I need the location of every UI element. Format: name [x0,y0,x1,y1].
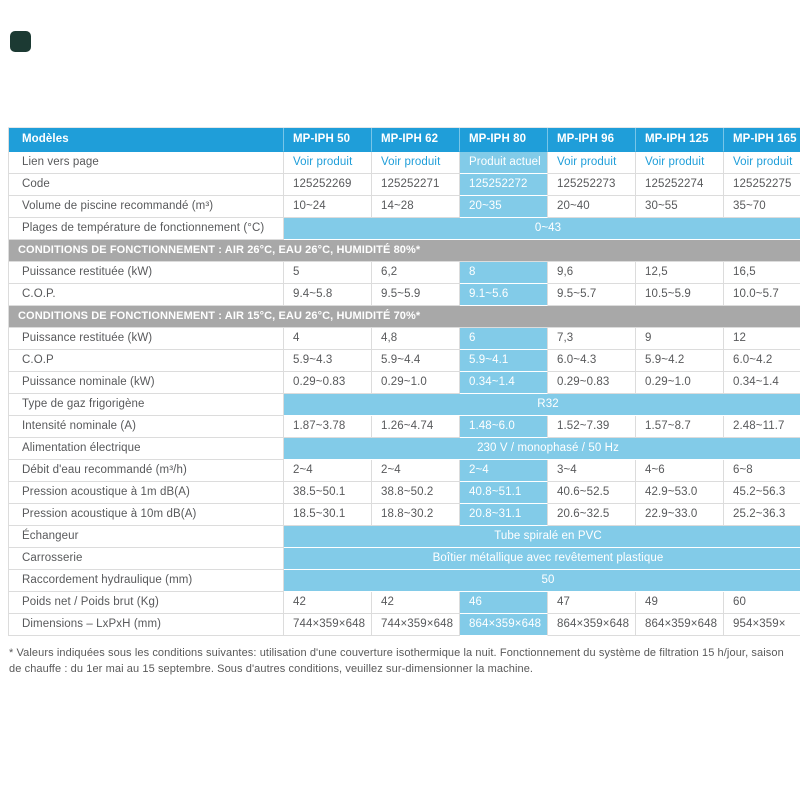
value-cell: 744×359×648 [372,614,460,636]
row-label: Raccordement hydraulique (mm) [9,570,284,592]
table-row [9,196,800,218]
highlighted-value-cell: 20~35 [460,196,548,218]
table-row [9,482,800,504]
highlighted-value-cell: 1.48~6.0 [460,416,548,438]
value-cell: 125252274 [636,174,724,196]
value-cell: 47 [548,592,636,614]
value-cell: 38.8~50.2 [372,482,460,504]
link-voir-produit[interactable]: Voir produit [724,152,800,174]
value-cell: 30~55 [636,196,724,218]
value-cell: 18.5~30.1 [284,504,372,526]
column-header-1: MP-IPH 62 [372,128,460,152]
row-label: Puissance nominale (kW) [9,372,284,394]
value-cell: 5.9~4.2 [636,350,724,372]
link-voir-produit[interactable]: Voir produit [372,152,460,174]
table-row [9,218,800,240]
value-cell: 9.4~5.8 [284,284,372,306]
table-row [9,262,800,284]
span-value: R32 [284,394,800,416]
row-label: Puissance restituée (kW) [9,262,284,284]
value-cell: 0.29~0.83 [548,372,636,394]
value-cell: 49 [636,592,724,614]
value-cell: 6.0~4.2 [724,350,800,372]
table-row [9,394,800,416]
value-cell: 0.29~1.0 [372,372,460,394]
value-cell: 864×359×648 [548,614,636,636]
value-cell: 60 [724,592,800,614]
value-cell: 1.26~4.74 [372,416,460,438]
highlighted-value-cell: 40.8~51.1 [460,482,548,504]
value-cell: 9.5~5.9 [372,284,460,306]
value-cell: 5.9~4.4 [372,350,460,372]
section-title: CONDITIONS DE FONCTIONNEMENT : AIR 15°C, EAU 26°C, HUMIDITÉ 70%* [9,306,800,328]
link-voir-produit[interactable]: Voir produit [636,152,724,174]
table-row [9,350,800,372]
value-cell: 1.52~7.39 [548,416,636,438]
column-header-5: MP-IPH 165 [724,128,800,152]
link-voir-produit[interactable]: Voir produit [284,152,372,174]
highlighted-value-cell: 9.1~5.6 [460,284,548,306]
value-cell: 20.6~32.5 [548,504,636,526]
value-cell: 4,8 [372,328,460,350]
table-row [9,372,800,394]
table-row [9,438,800,460]
value-cell: 20~40 [548,196,636,218]
footnote: * Valeurs indiquées sous les conditions suivantes: utilisation d'une couverture isothermique la nuit. Fonctionnement du système de filtration 15 h/jour, saison de chauffe : du 1er mai au 15 septembre. Sous d'autres conditions, veuillez sur-dimensionner la machine. [9,647,784,675]
value-cell: 0.29~0.83 [284,372,372,394]
highlighted-value-cell: 20.8~31.1 [460,504,548,526]
span-value: 50 [284,570,800,592]
value-cell: 14~28 [372,196,460,218]
value-cell: 2~4 [284,460,372,482]
value-cell: 12 [724,328,800,350]
value-cell: 9 [636,328,724,350]
value-cell: 12,5 [636,262,724,284]
value-cell: 18.8~30.2 [372,504,460,526]
value-cell: 4~6 [636,460,724,482]
value-cell: 5 [284,262,372,284]
column-header-modeles: Modèles [9,128,284,152]
value-cell: 22.9~33.0 [636,504,724,526]
value-cell: 1.57~8.7 [636,416,724,438]
value-cell: 3~4 [548,460,636,482]
section-title: CONDITIONS DE FONCTIONNEMENT : AIR 26°C, EAU 26°C, HUMIDITÉ 80%* [9,240,800,262]
row-label: Lien vers page [9,152,284,174]
table-row [9,570,800,592]
table-row [9,614,800,636]
value-cell: 42 [372,592,460,614]
row-label: Alimentation électrique [9,438,284,460]
highlighted-value-cell: 8 [460,262,548,284]
row-label: Échangeur [9,526,284,548]
highlighted-value-cell: 46 [460,592,548,614]
row-label: Puissance restituée (kW) [9,328,284,350]
value-cell: 6.0~4.3 [548,350,636,372]
value-cell: 2.48~11.7 [724,416,800,438]
row-label: C.O.P [9,350,284,372]
section-header-row [9,306,800,328]
table-row [9,284,800,306]
row-label: Carrosserie [9,548,284,570]
value-cell: 10~24 [284,196,372,218]
table-row [9,174,800,196]
row-label: Intensité nominale (A) [9,416,284,438]
spec-table-wrapper [8,127,800,636]
value-cell: 954×359× [724,614,800,636]
column-header-4: MP-IPH 125 [636,128,724,152]
link-voir-produit[interactable]: Voir produit [548,152,636,174]
value-cell: 0.29~1.0 [636,372,724,394]
table-row [9,416,800,438]
column-header-3: MP-IPH 96 [548,128,636,152]
table-row [9,460,800,482]
table-row [9,526,800,548]
table-row [9,328,800,350]
highlighted-value-cell: 6 [460,328,548,350]
value-cell: 5.9~4.3 [284,350,372,372]
table-header-row [9,128,800,152]
span-value: Tube spiralé en PVC [284,526,800,548]
table-row [9,548,800,570]
highlighted-value-cell: 0.34~1.4 [460,372,548,394]
value-cell: 10.0~5.7 [724,284,800,306]
value-cell: 2~4 [372,460,460,482]
current-product-cell: Produit actuel [460,152,548,174]
highlighted-value-cell: 864×359×648 [460,614,548,636]
value-cell: 125252273 [548,174,636,196]
value-cell: 125252271 [372,174,460,196]
highlighted-value-cell: 125252272 [460,174,548,196]
row-label: Volume de piscine recommandé (m³) [9,196,284,218]
value-cell: 45.2~56.3 [724,482,800,504]
value-cell: 25.2~36.3 [724,504,800,526]
row-label: Type de gaz frigorigène [9,394,284,416]
value-cell: 35~70 [724,196,800,218]
value-cell: 38.5~50.1 [284,482,372,504]
value-cell: 9,6 [548,262,636,284]
table-row [9,504,800,526]
row-label: Poids net / Poids brut (Kg) [9,592,284,614]
value-cell: 40.6~52.5 [548,482,636,504]
table-row [9,592,800,614]
table-row [9,152,800,174]
value-cell: 10.5~5.9 [636,284,724,306]
value-cell: 0.34~1.4 [724,372,800,394]
value-cell: 864×359×648 [636,614,724,636]
value-cell: 16,5 [724,262,800,284]
row-label: Dimensions – LxPxH (mm) [9,614,284,636]
highlighted-value-cell: 5.9~4.1 [460,350,548,372]
value-cell: 125252275 [724,174,800,196]
span-value: 0~43 [284,218,800,240]
row-label: Débit d'eau recommandé (m³/h) [9,460,284,482]
span-value: 230 V / monophasé / 50 Hz [284,438,800,460]
column-header-0: MP-IPH 50 [284,128,372,152]
span-value: Boîtier métallique avec revêtement plastique [284,548,800,570]
value-cell: 6,2 [372,262,460,284]
row-label: Code [9,174,284,196]
row-label: C.O.P. [9,284,284,306]
highlighted-value-cell: 2~4 [460,460,548,482]
column-header-2: MP-IPH 80 [460,128,548,152]
row-label: Pression acoustique à 10m dB(A) [9,504,284,526]
row-label: Pression acoustique à 1m dB(A) [9,482,284,504]
value-cell: 9.5~5.7 [548,284,636,306]
spec-table [8,128,800,636]
section-header-row [9,240,800,262]
value-cell: 42.9~53.0 [636,482,724,504]
value-cell: 744×359×648 [284,614,372,636]
value-cell: 125252269 [284,174,372,196]
value-cell: 1.87~3.78 [284,416,372,438]
dark-square-icon [10,31,31,52]
row-label: Plages de température de fonctionnement (°C) [9,218,284,240]
value-cell: 7,3 [548,328,636,350]
value-cell: 42 [284,592,372,614]
value-cell: 6~8 [724,460,800,482]
value-cell: 4 [284,328,372,350]
